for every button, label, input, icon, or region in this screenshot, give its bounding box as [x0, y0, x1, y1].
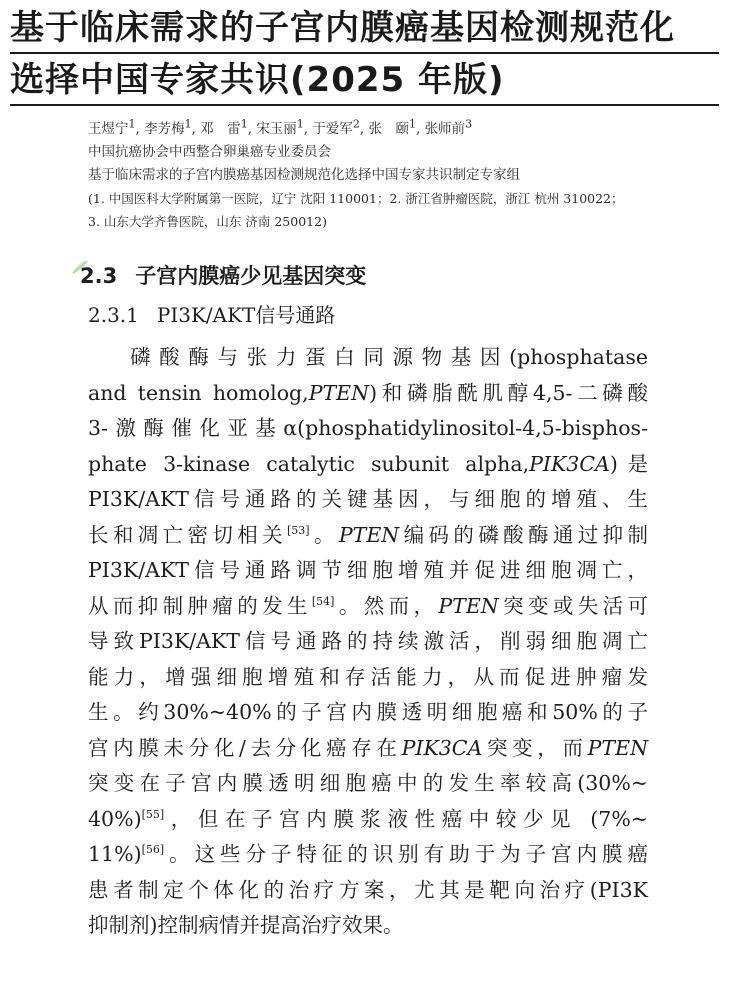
body-line: 抑制剂)控制病情并提高治疗效果。 [88, 913, 404, 937]
title-line-1: 基于临床需求的子宫内膜癌基因检测规范化 [10, 6, 719, 54]
author-aff: 1 [128, 117, 136, 131]
article-title [10, 6, 719, 106]
gene-name: PTEN [438, 593, 499, 618]
author-aff: 2 [352, 117, 360, 131]
author-aff: 1 [184, 117, 192, 131]
author-name: 张 颐 [368, 121, 409, 137]
author-name: 邓 雷 [200, 121, 241, 137]
body-line: 长和凋亡密切相关[53]。PTEN编码的磷酸酶通过抑制 [88, 522, 649, 547]
body-line: 宫内膜未分化/去分化癌存在PIK3CA突变，而PTEN [88, 735, 649, 760]
author-aff: 1 [240, 117, 248, 131]
subsection-number: 2.3.1 [88, 303, 139, 327]
citation: [55] [141, 807, 165, 821]
body-line: 患者制定个体化的治疗方案，尤其是靶向治疗(PI3K [88, 877, 648, 902]
gene-name: PTEN [338, 522, 400, 547]
section-title: 子宫内膜癌少见基因突变 [135, 264, 367, 288]
author-name: 于爱军 [312, 121, 353, 137]
author-name: 李芳梅 [144, 121, 185, 137]
body-paragraph [88, 340, 648, 944]
organization-1: 中国抗癌协会中西整合卵巢癌专业委员会 [88, 144, 331, 160]
gene-name: PTEN [308, 380, 370, 405]
body-line: 突变在子宫内膜透明细胞癌中的发生率较高(30%~ [88, 771, 648, 795]
body-line: phate 3-kinase catalytic subunit alpha,PIK3CA)是 [88, 451, 648, 476]
body-line: 生。约30%~40%的子宫内膜透明细胞癌和50%的子 [88, 700, 648, 724]
gene-name: PIK3CA [529, 451, 610, 476]
organization-2: 基于临床需求的子宫内膜癌基因检测规范化选择中国专家共识制定专家组 [88, 167, 520, 183]
author-name: 王煜宁 [88, 121, 129, 137]
author-name: 张师前 [424, 121, 466, 137]
title-line-2: 选择中国专家共识(2025 年版) [10, 58, 719, 106]
author-aff: 3 [465, 117, 473, 131]
author-block [88, 118, 718, 233]
body-line: 3-激酶催化亚基α(phosphatidylinositol-4,5-bisphos- [88, 416, 648, 440]
body-line: 导致PI3K/AKT信号通路的持续激活，削弱细胞凋亡 [88, 629, 648, 653]
citation: [53] [287, 523, 310, 537]
body-line: and tensin homolog,PTEN)和磷脂酰肌醇4,5-二磷酸 [88, 380, 649, 405]
citation: [56] [141, 843, 165, 857]
section-heading [80, 262, 366, 290]
author-name: 宋玉丽 [256, 121, 297, 137]
body-line: 11%)[56]。这些分子特征的识别有助于为子宫内膜癌 [88, 842, 648, 866]
body-line: 从而抑制肿瘤的发生[54]。然而，PTEN突变或失活可 [88, 593, 649, 618]
subsection-title: PI3K/AKT信号通路 [156, 303, 336, 327]
gene-name: PIK3CA [401, 735, 483, 760]
author-list: 王煜宁$^1$, 李芳梅$^1$, 邓 雷$^1$, 宋玉丽$^1$, 于爱军$^2$, 张 颐$^1$, 张师前$^3$ [88, 117, 473, 137]
author-aff: 1 [296, 117, 304, 131]
author-aff: 1 [408, 117, 416, 131]
gene-name: PTEN [587, 735, 649, 760]
citation: [54] [311, 594, 335, 608]
subsection-heading [88, 301, 335, 329]
body-line: 磷酸酶与张力蛋白同源物基因(phosphatase [130, 345, 648, 369]
body-line: PI3K/AKT信号通路调节细胞增殖并促进细胞凋亡， [88, 558, 648, 582]
affiliation-line-2: 3. 山东大学齐鲁医院，山东 济南 250012) [88, 214, 327, 229]
body-line: PI3K/AKT信号通路的关键基因，与细胞的增殖、生 [88, 487, 648, 511]
body-line: 能力，增强细胞增殖和存活能力，从而促进肿瘤发 [88, 664, 648, 689]
body-line: 40%)[55]，但在子宫内膜浆液性癌中较少见 (7%~ [88, 806, 648, 831]
section-number: 2.3 [80, 264, 118, 288]
affiliation-line-1: (1. 中国医科大学附属第一医院，辽宁 沈阳 110001；2. 浙江省肿瘤医院，浙江 杭州 310022； [88, 191, 624, 206]
